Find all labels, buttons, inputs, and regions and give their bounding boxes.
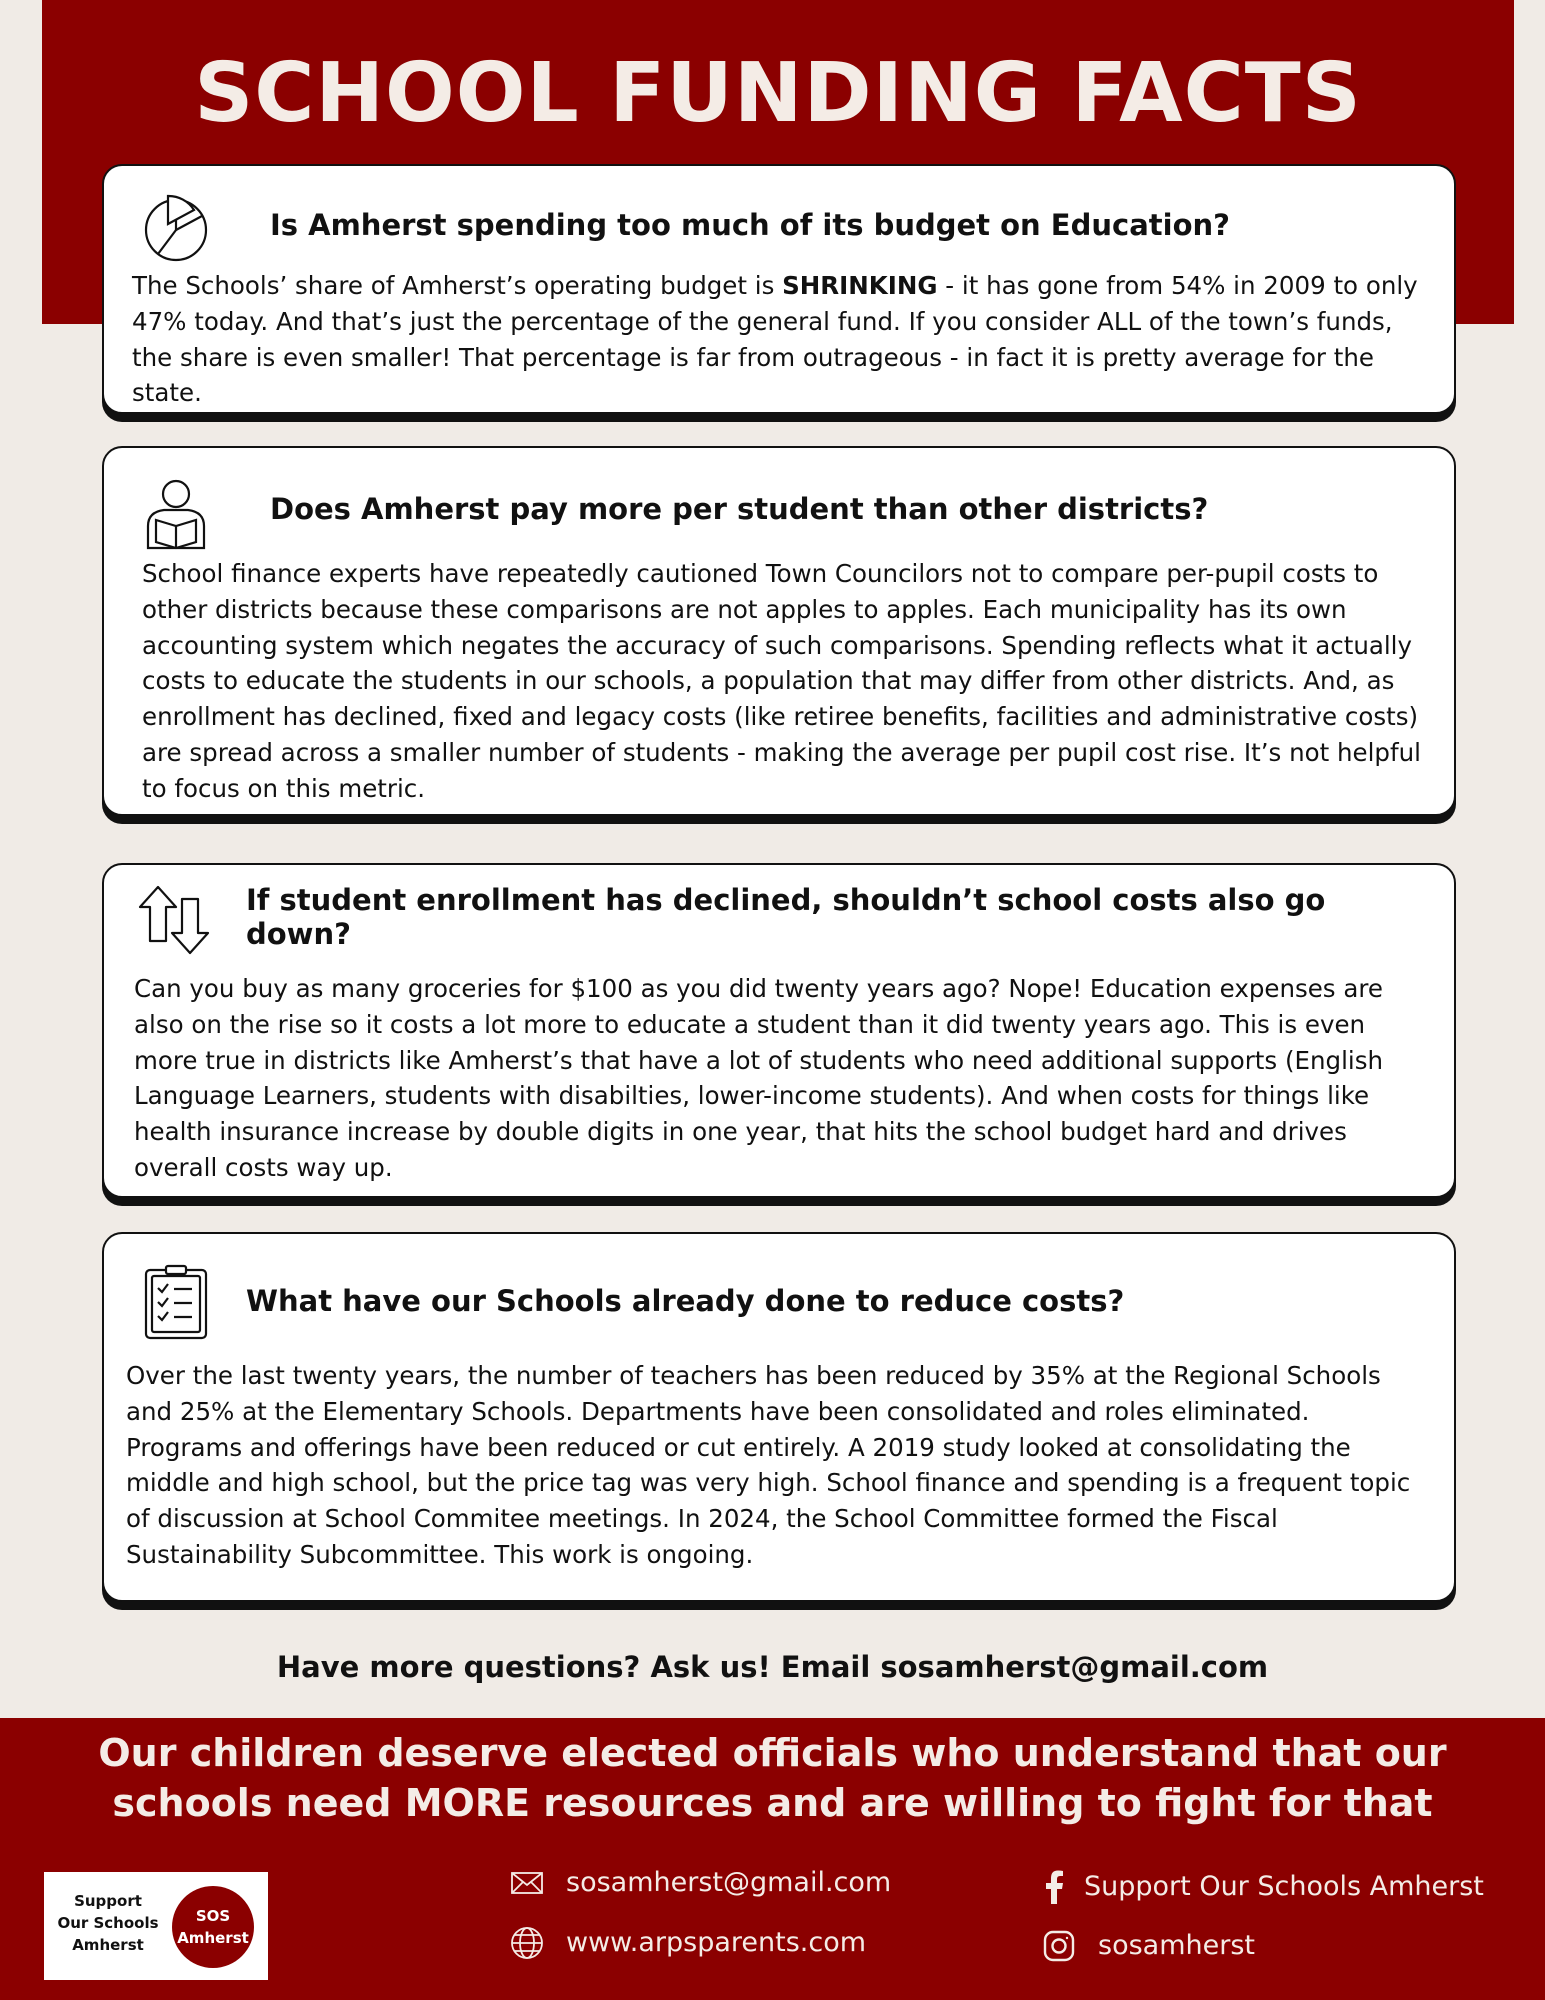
contact-email-text[interactable]: sosamherst@gmail.com bbox=[566, 1867, 892, 1898]
faq-question: What have our Schools already done to reduce costs? bbox=[246, 1284, 1125, 1318]
contact-instagram-text[interactable]: sosamherst bbox=[1098, 1930, 1255, 1961]
faq-answer: School finance experts have repeatedly cautioned Town Councilors not to compare per-pupil costs to other districts because these comparisons are not apples to apples. Each municipality has its own accounting system which negates the accuracy of such comparisons. Spending reflects what it actually costs to educate the students in our schools, a population that may differ from other districts. And, as enrollment has declined, fixed and legacy costs (like retiree benefits, facilities and administrative costs) are spread across a smaller number of students - making the average per pupil cost rise. It’s not helpful to focus on this metric. bbox=[142, 559, 1421, 803]
contact-cta: Have more questions? Ask us! Email sosamherst@gmail.com bbox=[276, 1650, 1269, 1684]
sos-logo bbox=[44, 1872, 268, 1980]
contact-instagram[interactable] bbox=[1042, 1929, 1255, 1963]
faq-question: If student enrollment has declined, shouldn’t school costs also go down? bbox=[246, 883, 1326, 951]
contact-facebook[interactable] bbox=[1042, 1870, 1484, 1904]
envelope-icon bbox=[510, 1866, 544, 1900]
globe-icon bbox=[510, 1926, 544, 1960]
faq-card-cost-reduction bbox=[102, 1232, 1456, 1602]
emphasis-shrinking: SHRINKING bbox=[782, 271, 938, 300]
contact-facebook-text[interactable]: Support Our Schools Amherst bbox=[1084, 1871, 1484, 1902]
student-reading-icon bbox=[138, 476, 214, 552]
logo-text: Support Our Schools Amherst bbox=[57, 1892, 159, 1954]
contact-email[interactable] bbox=[510, 1866, 891, 1900]
clipboard-checklist-icon bbox=[138, 1264, 214, 1340]
logo-badge: SOS Amherst bbox=[172, 1886, 254, 1968]
pie-chart-icon bbox=[138, 190, 214, 266]
faq-card-budget-share bbox=[102, 164, 1456, 414]
faq-question: Is Amherst spending too much of its budget on Education? bbox=[270, 208, 1230, 242]
facebook-icon bbox=[1042, 1870, 1066, 1904]
footer-tagline: Our children deserve elected officials who understand that our schools need MORE resources and are willing to fight for that bbox=[98, 1731, 1447, 1825]
faq-card-per-student bbox=[102, 446, 1456, 816]
up-down-arrows-icon bbox=[136, 881, 212, 957]
instagram-icon bbox=[1042, 1929, 1076, 1963]
faq-question: Does Amherst pay more per student than other districts? bbox=[270, 492, 1209, 526]
contact-website[interactable] bbox=[510, 1926, 866, 1960]
contact-website-text[interactable]: www.arpsparents.com bbox=[566, 1927, 867, 1958]
faq-answer: The Schools’ share of Amherst’s operating budget is SHRINKING - it has gone from 54% in 2009 to only 47% today. And that’s just the percentage of the general fund. If you consider ALL of the town’s funds, the share is even smaller! That percentage is far from outrageous - in fact it is pretty average for the state. bbox=[132, 271, 1418, 408]
faq-card-enrollment bbox=[102, 863, 1456, 1198]
faq-answer: Over the last twenty years, the number of teachers has been reduced by 35% at the Regional Schools and 25% at the Elementary Schools. Departments have been consolidated and roles eliminated. Programs and offerings have been reduced or cut entirely. A 2019 study looked at consolidating the middle and high school, but the price tag was very high. School finance and spending is a frequent topic of discussion at School Commitee meetings. In 2024, the School Committee formed the Fiscal Sustainability Subcommittee. This work is ongoing. bbox=[126, 1361, 1411, 1569]
page-title: SCHOOL FUNDING FACTS bbox=[194, 46, 1362, 141]
faq-answer: Can you buy as many groceries for $100 as you did twenty years ago? Nope! Education expenses are also on the rise so it costs a lot more to educate a student than it did twenty years ago. This is even more true in districts like Amherst’s that have a lot of students who need additional supports (English Language Learners, students with disabilties, lower-income students). And when costs for things like health insurance increase by double digits in one year, that hits the school budget hard and drives overall costs way up. bbox=[134, 974, 1383, 1182]
